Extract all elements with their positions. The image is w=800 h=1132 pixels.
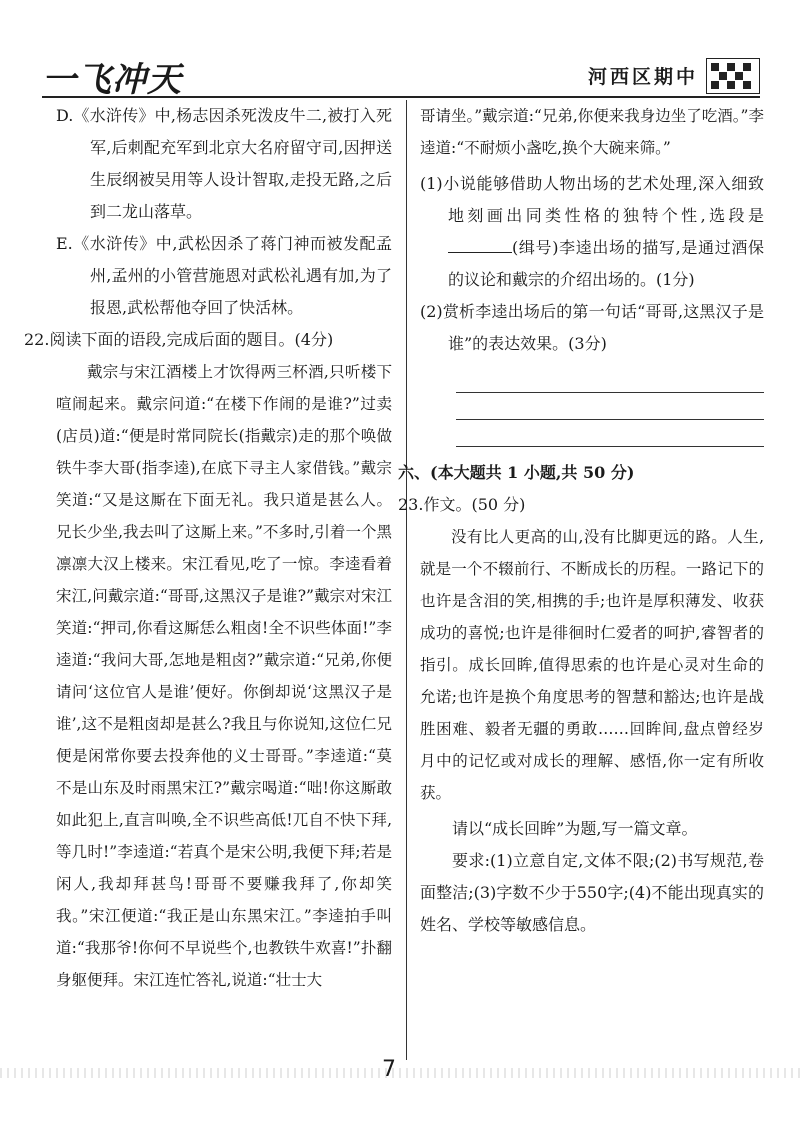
- brand-logo: 一飞冲天: [42, 60, 182, 100]
- option-e: E.《水浒传》中,武松因杀了蒋门神而被发配孟州,孟州的小管营施恩对武松礼遇有加,为了报恩,武松帮他夺回了快活林。: [56, 234, 392, 317]
- right-column: [398, 100, 764, 941]
- page-header: [42, 52, 760, 98]
- answer-lines: [420, 366, 764, 447]
- essay-requirements: 要求:(1)立意自定,文体不限;(2)书写规范,卷面整洁;(3)字数不少于550字;(4)不能出现真实的姓名、学校等敏感信息。: [420, 851, 764, 934]
- answer-line[interactable]: [456, 420, 764, 447]
- answer-line[interactable]: [456, 393, 764, 420]
- subquestion-2: (2)赏析李逵出场后的第一句话“哥哥,这黑汉子是谁”的表达效果。(3分): [420, 302, 764, 353]
- question-22-title: 22.阅读下面的语段,完成后面的题目。(4分): [24, 330, 334, 349]
- page-number: 7: [382, 1057, 396, 1082]
- section-6-title: 六、(本大题共 1 小题,共 50 分): [398, 463, 635, 482]
- left-column: [24, 100, 392, 996]
- answer-line[interactable]: [456, 366, 764, 393]
- passage: [56, 356, 392, 996]
- answer-blank[interactable]: [448, 234, 512, 253]
- question-23-title: 23.作文。(50 分): [398, 495, 526, 514]
- subquestion-1-part-b: (缉号)李逵出场的描写,是通过酒保的议论和戴宗的介绍出场的。(1分): [448, 238, 764, 289]
- exam-region-label: 河西区期中: [587, 66, 698, 88]
- subquestion-1-part-a: (1)小说能够借助人物出场的艺术处理,深入细致地刻画出同类性格的独特个性,选段是: [420, 174, 764, 225]
- column-divider: [406, 100, 407, 1060]
- checker-icon: [706, 58, 760, 94]
- subquestion-1: [420, 168, 764, 296]
- scan-noise: [0, 1068, 800, 1078]
- header-rule: [42, 96, 760, 98]
- option-d: D.《水浒传》中,杨志因杀死泼皮牛二,被打入死军,后刺配充军到北京大名府留守司,因押送生辰纲被吴用等人设计智取,走投无路,之后到二龙山落草。: [56, 106, 392, 221]
- passage-text: 戴宗与宋江酒楼上才饮得两三杯酒,只听楼下喧闹起来。戴宗问道:“在楼下作闹的是谁?”过卖(店员)道:“便是时常同院长(指戴宗)走的那个唤做铁牛李大哥(指李逵),在底下寻主人家借钱。”戴宗笑道:“又是这厮在下面无礼。我只道是甚么人。兄长少坐,我去叫了这厮上来。”不多时,引着一个黑凛凛大汉上楼来。宋江看见,吃了一惊。李逵看着宋江,问戴宗道:“哥哥,这黑汉子是谁?”戴宗对宋江笑道:“押司,你看这厮恁么粗卤!全不识些体面!”李逵道:“我问大哥,怎地是粗卤?”戴宗道:“兄弟,你便请问‘这位官人是谁’便好。你倒却说‘这黑汉子是谁’,这不是粗卤却是甚么?我且与你说知,这位仁兄便是闲常你要去投奔他的义士哥哥。”李逵道:“莫不是山东及时雨黑宋江?”戴宗喝道:“咄!你这厮敢如此犯上,直言叫唤,全不识些高低!兀自不快下拜,等几时!”李逵道:“若真个是宋公明,我便下拜;若是闲人,我却拜甚鸟!哥哥不要赚我拜了,你却笑我。”宋江便道:“我正是山东黑宋江。”李逵拍手叫道:“我那爷!你何不早说些个,也教铁牛欢喜!”扑翻身躯便拜。宋江连忙答礼,说道:“壮士大: [56, 363, 392, 989]
- passage-continued: 哥请坐。”戴宗道:“兄弟,你便来我身边坐了吃酒。”李逵道:“不耐烦小盏吃,换个大碗来筛。”: [420, 107, 764, 157]
- essay-prompt: 没有比人更高的山,没有比脚更远的路。人生,就是一个不辍前行、不断成长的历程。一路记下的也许是含泪的笑,相携的手;也许是厚积薄发、收获成功的喜悦;也许是徘徊时仁爱者的呵护,睿智者的指引。成长回眸,值得思索的也许是心灵对生命的允诺;也许是换个角度思考的智慧和豁达;也许是战胜困难、毅者无疆的勇敢……回眸间,盘点曾经岁月中的记忆或对成长的理解、感悟,你一定有所收获。: [420, 528, 764, 802]
- essay-title-requirement: 请以“成长回眸”为题,写一篇文章。: [452, 819, 698, 838]
